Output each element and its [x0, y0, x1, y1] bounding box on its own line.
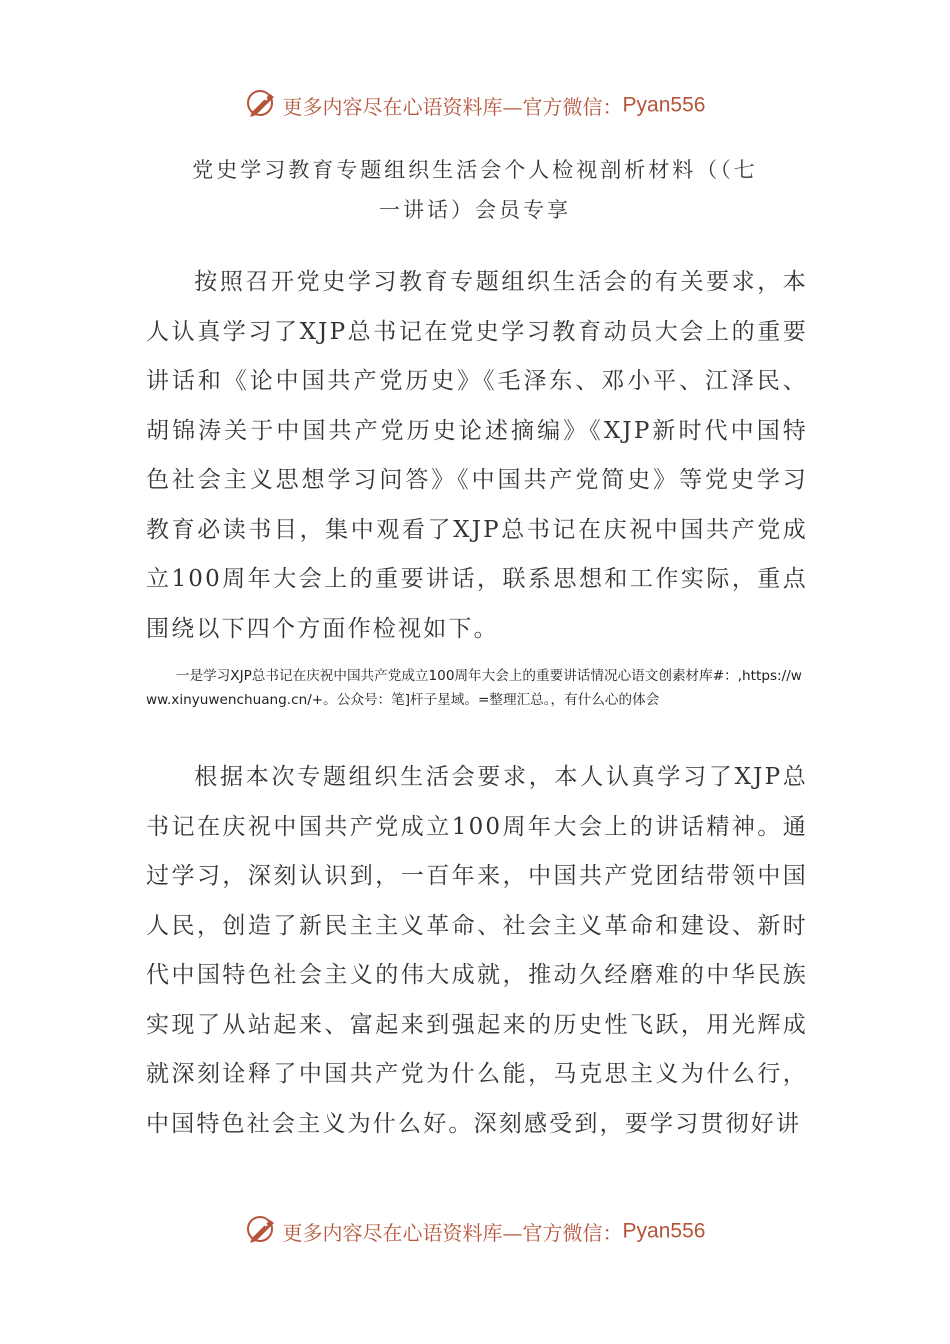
footer-banner: [0, 1214, 950, 1249]
footer-pen-logo-icon: [245, 1214, 279, 1249]
title-line-1: 党史学习教育专题组织生活会个人检视剖析材料（（七: [192, 158, 758, 182]
footer-wechat-id: Pyan556: [622, 1219, 706, 1243]
paragraph-intro: 按照召开党史学习教育专题组织生活会的有关要求，本人认真学习了XJP总书记在党史学习教育动员大会上的重要讲话和《论中国共产党历史》《毛泽东、邓小平、江泽民、胡锦涛关于中国共产党历史论述摘编》《XJP新时代中国特色社会主义思想学习问答》《中国共产党简史》等党史学习教育必读书目，集中观看了XJP总书记在庆祝中国共产党成立100周年大会上的重要讲话，联系思想和工作实际，重点围绕以下四个方面作检视如下。: [146, 269, 808, 642]
document-title: [150, 150, 800, 230]
header-banner-text: 更多内容尽在心语资料库—官方微信：: [282, 95, 623, 119]
paragraph-study: 根据本次专题组织生活会要求，本人认真学习了XJP总书记在庆祝中国共产党成立100周年大会上的讲话精神。通过学习，深刻认识到，一百年来，中国共产党团结带领中国人民，创造了新民主主义革命、社会主义革命和建设、新时代中国特色社会主义的伟大成就，推动久经磨难的中华民族实现了从站起来、富起来到强起来的历史性飞跃，用光辉成就深刻诠释了中国共产党为什么能，马克思主义为什么行，中国特色社会主义为什么好。深刻感受到，要学习贯彻好讲: [146, 764, 808, 1137]
header-wechat-id: Pyan556: [622, 93, 706, 117]
title-line-2: 一讲话）会员专享: [379, 198, 571, 222]
section-note: 一是学习XJP总书记在庆祝中国共产党成立100周年大会上的重要讲话情况心语文创素材库#：,https://www.xinyuwenchuang.cn/+。公众号：笔]杆子星域。=整理汇总。，有什么心的体会: [146, 668, 802, 708]
header-banner: [0, 88, 950, 123]
footer-banner-text: 更多内容尽在心语资料库—官方微信：: [282, 1221, 623, 1245]
pen-logo-icon: [245, 88, 279, 123]
